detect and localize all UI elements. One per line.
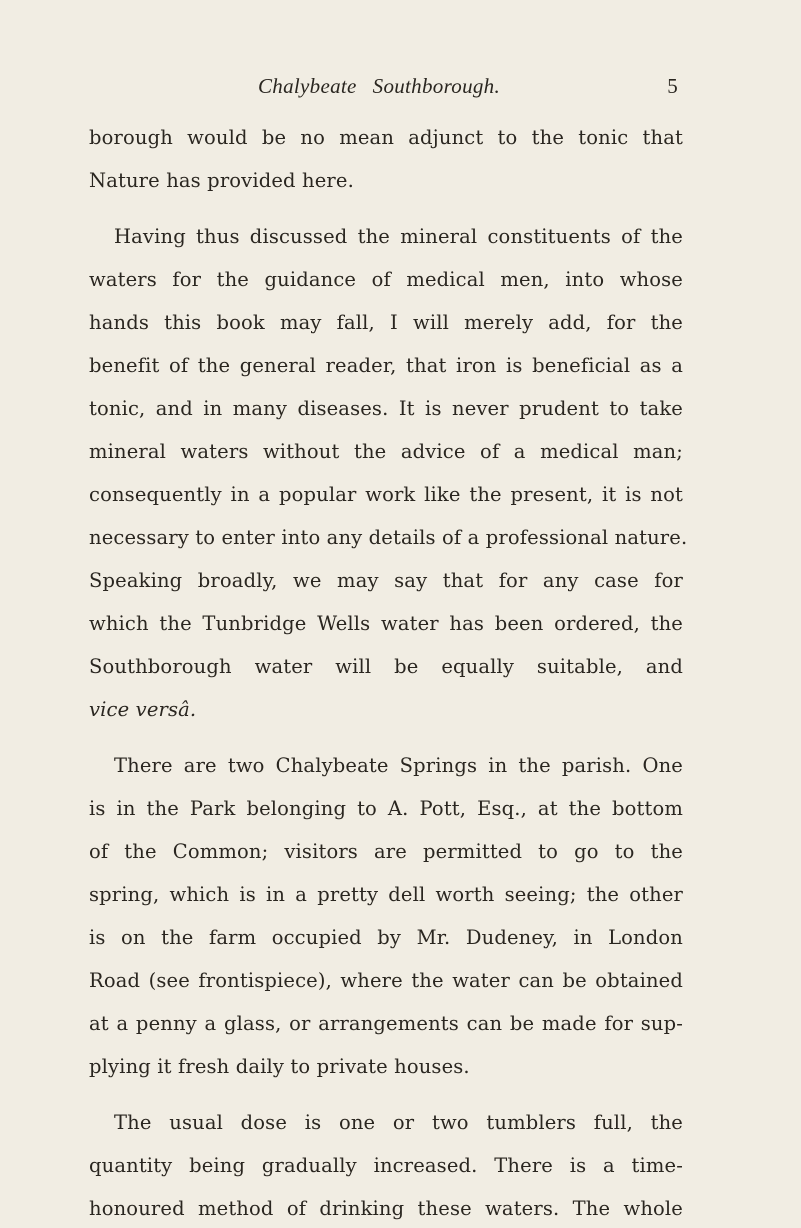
text-line: Having thus discussed the mineral constituents of the: [114, 225, 683, 248]
running-title-part1: Chalybeate: [258, 74, 357, 98]
page-number: 5: [667, 74, 678, 98]
text-line: consequently in a popular work like the present, it is not: [89, 483, 683, 506]
text-line: necessary to enter into any details of a professional nature.: [89, 526, 688, 549]
text-line: honoured method of drinking these waters. The whole: [89, 1197, 683, 1220]
running-head: [258, 74, 678, 104]
text-line: Road (see frontispiece), where the water can be obtained: [89, 969, 683, 992]
text-line: The usual dose is one or two tumblers full, the: [114, 1111, 683, 1134]
text-line: mineral waters without the advice of a medical man;: [89, 440, 683, 463]
text-line: borough would be no mean adjunct to the tonic that: [89, 126, 683, 149]
text-line: There are two Chalybeate Springs in the parish. One: [114, 754, 683, 777]
text-line: Nature has provided here.: [89, 169, 354, 192]
text-line: Southborough water will be equally suitable, and: [89, 655, 683, 678]
text-line: hands this book may fall, I will merely add, for the: [89, 311, 683, 334]
text-line: waters for the guidance of medical men, into whose: [89, 268, 683, 291]
text-line: tonic, and in many diseases. It is never prudent to take: [89, 397, 683, 420]
running-title: [258, 74, 500, 99]
running-title-part2: Southborough.: [372, 74, 501, 98]
text-line: is on the farm occupied by Mr. Dudeney, in London: [89, 926, 683, 949]
text-line: spring, which is in a pretty dell worth seeing; the other: [89, 883, 683, 906]
text-line: is in the Park belonging to A. Pott, Esq., at the bottom: [89, 797, 683, 820]
text-line: benefit of the general reader, that iron is beneficial as a: [89, 354, 683, 377]
text-line: vice versâ.: [89, 698, 197, 721]
text-line: Speaking broadly, we may say that for any case for: [89, 569, 683, 592]
text-line: which the Tunbridge Wells water has been ordered, the: [89, 612, 683, 635]
text-line: of the Common; visitors are permitted to go to the: [89, 840, 683, 863]
text-line: quantity being gradually increased. There is a time-: [89, 1154, 683, 1177]
text-line: at a penny a glass, or arrangements can be made for sup-: [89, 1012, 683, 1035]
text-line: plying it fresh daily to private houses.: [89, 1055, 470, 1078]
